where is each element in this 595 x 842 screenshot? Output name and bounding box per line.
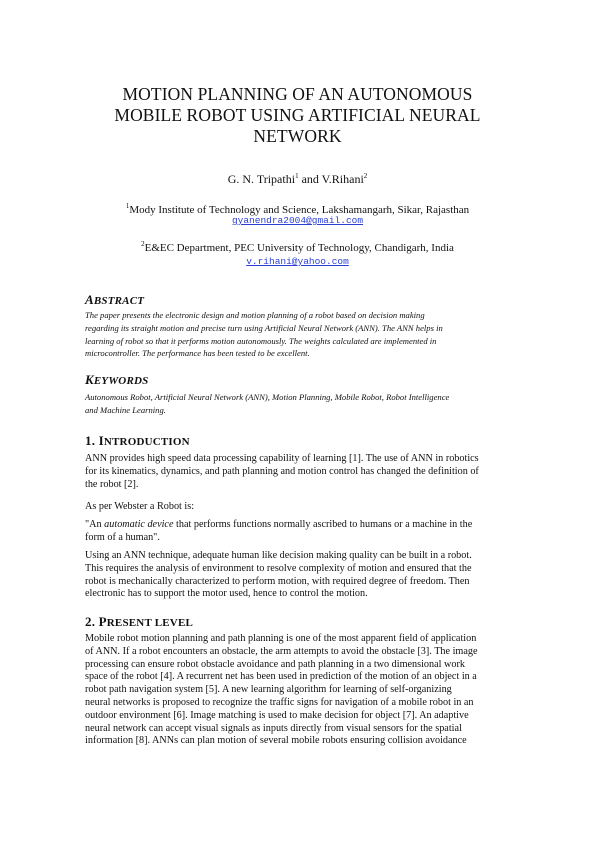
text-line: the robot [2]. (85, 478, 139, 490)
heading-number: 1. (85, 433, 99, 448)
text-line: and Machine Learning. (85, 404, 166, 415)
text-line: neural networks is proposed to recognize the traffic signs for navigation of a mobile robot in an (85, 696, 474, 708)
present-level-heading (85, 614, 193, 630)
abstract-text (85, 309, 512, 360)
heading-rest: NTRODUCTION (103, 436, 190, 448)
email-link[interactable]: v.rihani@yahoo.com (246, 256, 349, 267)
keywords-heading (85, 372, 148, 388)
affiliation-superscript: 1 (125, 202, 130, 210)
heading-initial: A (85, 292, 94, 307)
text-line: Autonomous Robot, Artificial Neural Network (ANN), Motion Planning, Mobile Robot, Robot Intelligence (85, 392, 450, 402)
text-line: robot is mechanically characterized to perform motion, with required degree of freedom. Then (85, 575, 470, 587)
text-line: This requires the analysis of environment to resolve complexity of motion and ensured that the (85, 562, 472, 574)
introduction-paragraph (85, 550, 512, 601)
affiliation-2 (60, 240, 535, 254)
introduction-paragraph (85, 501, 512, 514)
author-superscript: 1 (295, 172, 299, 180)
text-line: for its kinematics, dynamics, and path planning and motion control has changed the definition of (85, 465, 479, 477)
keywords-text (85, 391, 512, 417)
text-line: robot path navigation system [5]. A new learning algorithm for learning of self-organizing (85, 684, 452, 696)
author-superscript: 2 (363, 172, 368, 180)
title-line: MOTION PLANNING OF AN AUTONOMOUS (122, 84, 473, 104)
abstract-heading (85, 292, 144, 308)
author-name: G. N. Tripathi (227, 172, 296, 186)
text-line: outdoor environment [6]. Image matching is used to make decision for object [7]. An adaptive (85, 709, 469, 721)
heading-rest: EYWORDS (93, 375, 149, 387)
author-list (60, 172, 535, 187)
affiliation-text: E&EC Department, PEC University of Technology, Chandigarh, India (144, 242, 454, 254)
text-line: space of the robot [4]. A recurrent net has been used in prediction of the motion of an object in a (85, 671, 477, 683)
author-name: V.Rihani (321, 172, 364, 186)
title-line: MOBILE ROBOT USING ARTIFICIAL NEURAL (114, 105, 481, 125)
text-line: learning of robot so that it performs motion autonomously. The weights calculated are implemented in (85, 335, 437, 346)
present-level-paragraph (85, 633, 512, 748)
introduction-heading (85, 433, 190, 449)
quote-emphasis: automatic device (104, 519, 174, 530)
text-line: ANN provides high speed data processing capability of learning [1]. The use of ANN in robotics (85, 453, 479, 464)
affiliation-text: Mody Institute of Technology and Science, Lakshamangarh, Sikar, Rajasthan (129, 204, 470, 216)
heading-rest: RESENT LEVEL (106, 617, 194, 629)
text-line: information [8]. ANNs can plan motion of several mobile robots ensuring collision avoidance (85, 735, 467, 747)
text-line: regarding its straight motion and precise turn using Artificial Neural Network (ANN). The ANN helps in (85, 322, 443, 333)
text-line: microcontroller. The performance has been tested to be excellent. (85, 348, 310, 359)
heading-number: 2. (85, 614, 99, 629)
quote-post: that performs functions normally ascribed to humans or a machine in the (173, 519, 473, 530)
text-line: of ANN. If a robot encounters an obstacle, the arm attempts to avoid the obstacle [3]. The image (85, 645, 478, 657)
text-line: As per Webster a Robot is: (85, 501, 195, 512)
affiliation-1 (60, 202, 535, 216)
affiliation-superscript: 2 (141, 240, 145, 248)
heading-initial: I (98, 433, 104, 448)
paper-title (60, 84, 535, 147)
email-link[interactable]: gyanendra2004@gmail.com (231, 215, 364, 226)
heading-initial: K (85, 372, 94, 387)
text-line: electronic has to support the motor used, hence to control the motion. (85, 588, 368, 600)
text-line (85, 519, 512, 532)
quote-pre: "An (85, 519, 105, 530)
text-line: neural network can accept visual signals as inputs directly from visual sensors for the spatial (85, 722, 462, 734)
text-line: form of a human". (85, 531, 160, 543)
text-line: Mobile robot motion planning and path planning is one of the most apparent field of application (85, 633, 477, 644)
text-line: Using an ANN technique, adequate human like decision making quality can be built in a robot. (85, 550, 472, 561)
text-line: processing can ensure robot obstacle avoidance and path planning in a two dimensional work (85, 658, 465, 670)
author-conjunction: and (298, 172, 322, 186)
heading-rest: BSTRACT (93, 295, 145, 307)
introduction-paragraph (85, 453, 512, 491)
heading-initial: P (98, 614, 107, 629)
robot-definition-quote (85, 519, 512, 545)
text-line: The paper presents the electronic design and motion planning of a robot based on decision making (85, 310, 425, 320)
title-line: NETWORK (253, 126, 342, 146)
